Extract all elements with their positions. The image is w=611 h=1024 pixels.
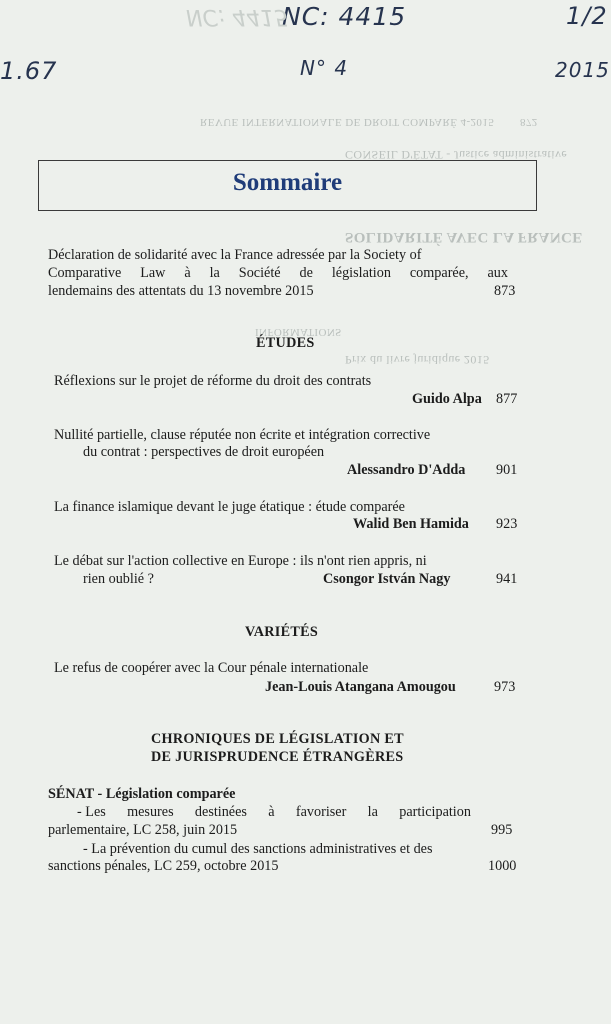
entry-4-page: 941 [496, 571, 518, 587]
handwritten-year: 2015 [555, 58, 610, 82]
entry-2-page: 901 [496, 462, 518, 478]
section-etudes: ÉTUDES [256, 335, 315, 351]
intro-page: 873 [494, 283, 516, 299]
entry-4-author: Csongor István Nagy [323, 571, 451, 587]
bleed-through-heading: CONSEIL D'ÉTAT - Justice administrative [345, 148, 568, 162]
varietes-entry-author: Jean-Louis Atangana Amougou [265, 679, 456, 695]
entry-1-page: 877 [496, 391, 518, 407]
section-chroniques-line-1: CHRONIQUES DE LÉGISLATION ET [151, 731, 404, 747]
entry-2-title-line-1: Nullité partielle, clause réputée non écrite et intégration corrective [54, 427, 431, 443]
entry-4-title-line-2: rien oublié ? [83, 571, 154, 587]
entry-2-title-line-2: du contrat : perspectives de droit européen [83, 444, 325, 460]
handwritten-issue-number: N° 4 [300, 56, 349, 80]
entry-3-author: Walid Ben Hamida [353, 516, 469, 532]
senat-item-1-line-2: parlementaire, LC 258, juin 2015 [48, 822, 238, 838]
bleed-through-running-header: REVUE INTERNATIONALE DE DROIT COMPARÉ 4-2015 [200, 116, 495, 128]
section-chroniques-line-2: DE JURISPRUDENCE ÉTRANGÈRES [151, 749, 404, 765]
senat-item-2-page: 1000 [488, 858, 517, 874]
bleed-through-page-number: 872 [520, 116, 538, 128]
varietes-entry-title: Le refus de coopérer avec la Cour pénale internationale [54, 660, 369, 676]
page-title: Sommaire [232, 169, 343, 196]
entry-2-author: Alessandro D'Adda [347, 462, 466, 478]
section-varietes: VARIÉTÉS [245, 624, 319, 640]
entry-1-author: Guido Alpa [412, 391, 482, 407]
bleed-through-informations: INFORMATIONS [255, 326, 342, 338]
handwritten-call-number: NC: 4415 [282, 2, 407, 31]
bleed-through-prix: Prix du livre juridique 2015 [345, 353, 490, 367]
bleed-through-handwriting: NC: 4415 [186, 4, 289, 29]
title-box [38, 160, 537, 211]
entry-3-page: 923 [496, 516, 518, 532]
handwritten-margin-note: 1.67 [0, 57, 58, 85]
intro-line-3: lendemains des attentats du 13 novembre 2015 [48, 283, 314, 299]
entry-4-title-line-1: Le débat sur l'action collective en Europe : ils n'ont rien appris, ni [54, 553, 427, 569]
varietes-entry-page: 973 [494, 679, 516, 695]
senat-item-2-line-1: - La prévention du cumul des sanctions administratives et des [83, 841, 433, 857]
senat-item-1-page: 995 [491, 822, 513, 838]
bleed-through-late-heading: SOLIDARITÉ AVEC LA FRANCE [345, 229, 583, 245]
handwritten-volume: 1/2 [566, 2, 608, 30]
entry-1-title: Réflexions sur le projet de réforme du droit des contrats [54, 373, 372, 389]
senat-item-1-line-1: - Les mesures destinées à favoriser la participation [77, 804, 471, 820]
entry-3-title: La finance islamique devant le juge étatique : étude comparée [54, 499, 405, 515]
intro-line-2: Comparative Law à la Société de législation comparée, aux [48, 265, 508, 281]
intro-line-1: Déclaration de solidarité avec la France adressée par la Society of [48, 247, 422, 263]
senat-item-2-line-2: sanctions pénales, LC 259, octobre 2015 [48, 858, 279, 874]
senat-heading: SÉNAT - Législation comparée [48, 786, 236, 802]
